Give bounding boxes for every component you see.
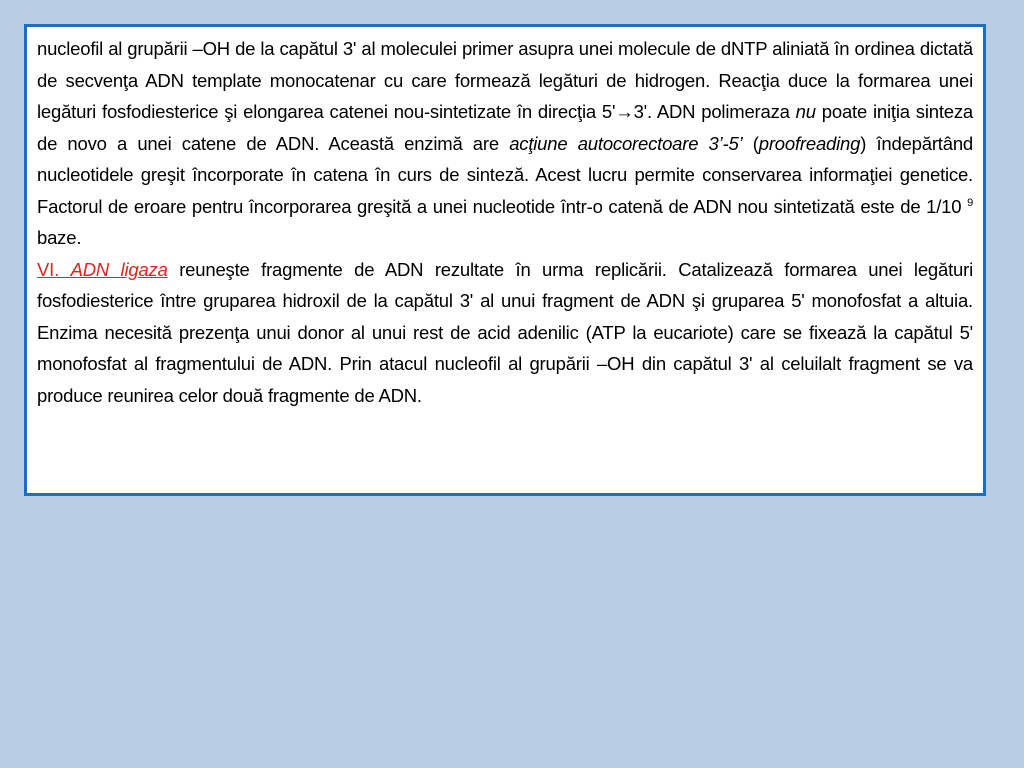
section-number: VI. xyxy=(37,258,60,280)
text-box xyxy=(24,24,986,496)
text-run: poate iniţia sinteza de novo a unei catene de ADN. Această enzimă are xyxy=(37,101,973,154)
section-title: ADN ligaza xyxy=(70,258,168,280)
italic-nu: nu xyxy=(795,101,816,122)
paragraph-dna-polymerase xyxy=(37,33,973,254)
text-run: nucleofil al grupării –OH de la capătul 3' al moleculei primer asupra unei molecule de dNTP aliniată în ordinea dictată de secvenţa ADN template monocatenar cu care formează legături de hidrogen. Reacţia duce la formarea unei legături fosfodiesterice şi elongarea catenei nou-sintetizate în direcţia 5'→3'. ADN polimeraza xyxy=(37,38,973,122)
text-run: baze. xyxy=(37,227,82,248)
text-run: ) îndepărtând nucleotidele greşit încorporate în catena în curs de sinteză. Acest lucru permite conservarea informaţiei genetice. Factorul de eroare pentru încorporarea greşită a unei nucleotide într-o catenă de ADN nou sintetizată este de 1/10 xyxy=(37,132,973,217)
text-run: ( xyxy=(742,132,759,154)
text-run: reuneşte fragmente de ADN rezultate în urma replicării. Catalizează formarea unei legături fosfodiesterice între gruparea hidroxil de la capătul 3' al unui fragment de ADN şi gruparea 5' monofosfat a altuia. Enzima necesită prezenţa unui donor al unui rest de acid adenilic (ATP la eucariote) care se fixează la capătul 5' monofosfat al fragmentului de ADN. Prin atacul nucleofil al grupării –OH din capătul 3' al celuilalt fragment se va produce reunirea celor două fragmente de ADN. xyxy=(37,258,973,406)
paragraph-adn-ligaza xyxy=(37,254,973,412)
italic-actiune-autocorectoare: acţiune autocorectoare 3’-5’ xyxy=(509,132,743,154)
exponent: 9 xyxy=(967,196,973,209)
italic-proofreading: proofreading xyxy=(758,132,861,154)
